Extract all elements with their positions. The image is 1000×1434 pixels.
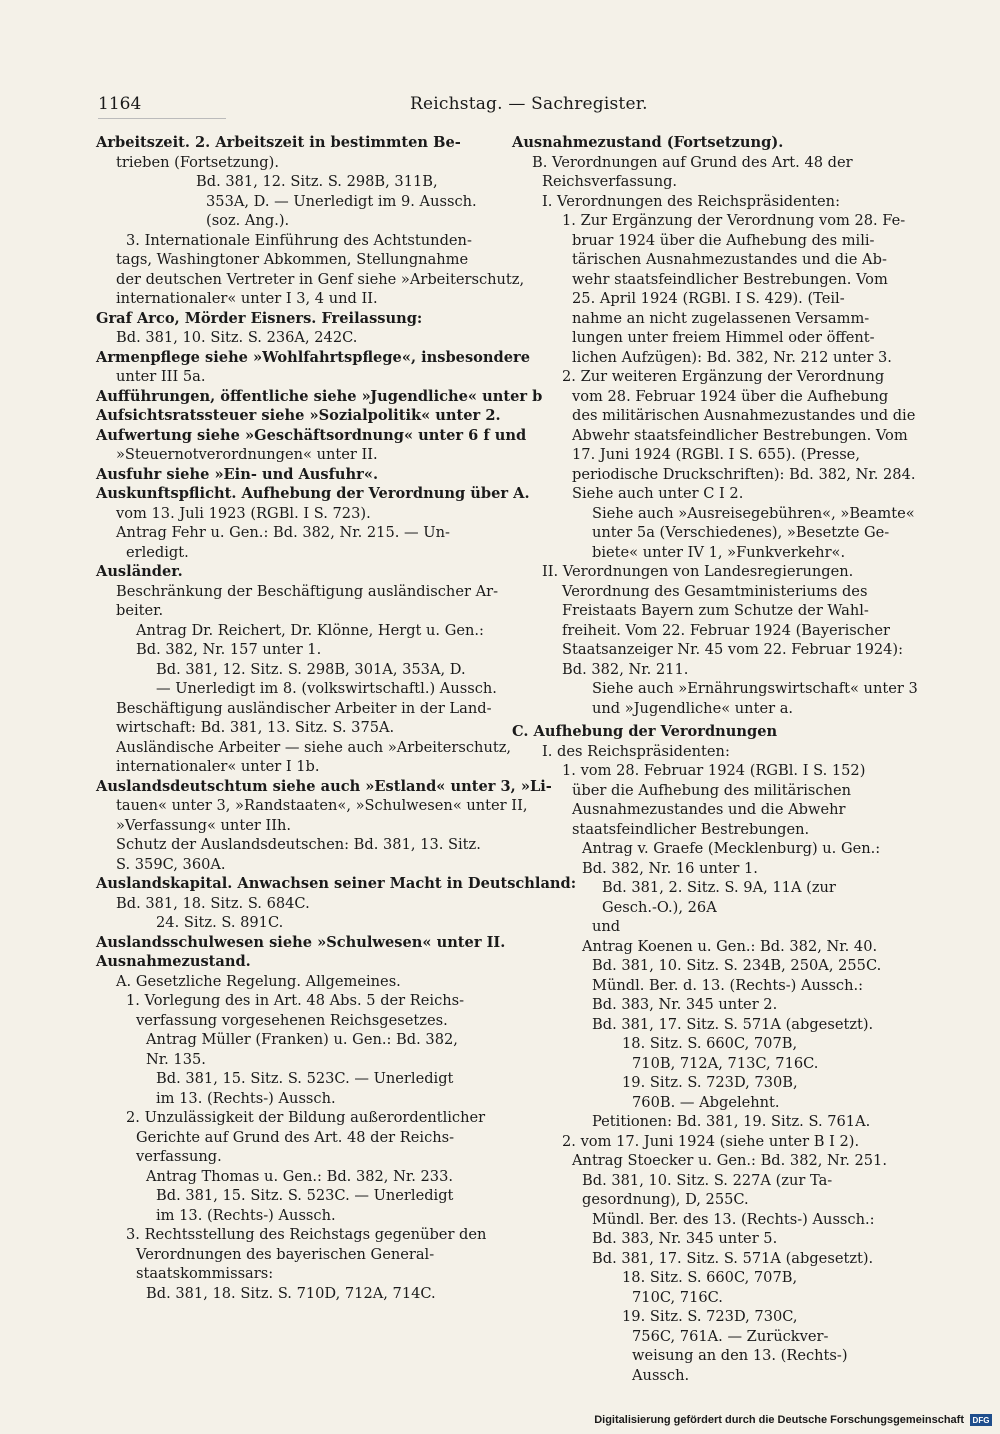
index-line: Auslandsdeutschtum siehe auch »Estland« unter 3, »Li- — [96, 777, 552, 795]
index-line: periodische Druckschriften): Bd. 382, Nr. 284. — [572, 465, 916, 483]
index-line: staatskommissars: — [136, 1265, 274, 1282]
index-line: Antrag Thomas u. Gen.: Bd. 382, Nr. 233. — [146, 1167, 454, 1185]
index-line: S. 359C, 360A. — [116, 855, 226, 873]
index-line: wehr staatsfeindlicher Bestrebungen. Vom — [572, 270, 888, 288]
index-line: vom 28. Februar 1924 über die Aufhebung — [572, 387, 889, 405]
index-line: Bd. 383, Nr. 345 unter 2. — [592, 996, 778, 1013]
index-line: Graf Arco, Mörder Eisners. Freilassung: — [96, 309, 423, 327]
index-line: 25. April 1924 (RGBl. I S. 429). (Teil- — [572, 290, 845, 307]
index-line: Ausfuhr siehe »Ein- und Ausfuhr«. — [96, 465, 379, 483]
index-line: »Steuernotverordnungen« unter II. — [116, 446, 378, 463]
index-line: 760B. — Abgelehnt. — [632, 1093, 780, 1111]
index-line: unter 5a (Verschiedenes), »Besetzte Ge- — [592, 524, 890, 541]
index-line: Bd. 381, 10. Sitz. S. 234B, 250A, 255C. — [592, 957, 882, 974]
index-line: 18. Sitz. S. 660C, 707B, — [622, 1269, 798, 1286]
index-line: Armenpflege siehe »Wohlfahrtspflege«, insbesondere — [96, 348, 530, 366]
index-line: Ausländer. — [96, 563, 183, 580]
page-title: Reichstag. — Sachregister. — [410, 94, 648, 114]
index-line: bruar 1924 über die Aufhebung des mili- — [572, 231, 875, 249]
index-line: Nr. 135. — [146, 1050, 206, 1068]
index-line: Mündl. Ber. des 13. (Rechts-) Aussch.: — [592, 1210, 875, 1228]
header-rule — [98, 118, 226, 119]
index-line: Ausnahmezustand (Fortsetzung). — [512, 134, 784, 151]
index-line: Freistaats Bayern zum Schutze der Wahl- — [562, 602, 869, 619]
index-line: 1. Zur Ergänzung der Verordnung vom 28. Fe- — [562, 212, 906, 229]
index-line: Arbeitszeit. 2. Arbeitszeit in bestimmten Be- — [96, 134, 461, 151]
index-line: 19. Sitz. S. 723D, 730B, — [622, 1074, 798, 1091]
index-line: Bd. 382, Nr. 16 unter 1. — [582, 859, 758, 877]
index-line: Antrag Fehr u. Gen.: Bd. 382, Nr. 215. — Un- — [116, 524, 450, 541]
index-line: 2. Unzulässigkeit der Bildung außerordentlicher — [126, 1109, 486, 1126]
index-line: II. Verordnungen von Landesregierungen. — [542, 563, 854, 580]
index-line: Verordnung des Gesamtministeriums des — [562, 582, 868, 600]
index-line: Staatsanzeiger Nr. 45 vom 22. Februar 1924): — [562, 641, 904, 658]
index-line: Beschäftigung ausländischer Arbeiter in der Land- — [116, 699, 492, 717]
index-line: freiheit. Vom 22. Februar 1924 (Bayerischer — [562, 621, 890, 639]
index-line: Schutz der Auslandsdeutschen: Bd. 381, 13. Sitz. — [116, 836, 481, 853]
index-line: Ausnahmezustandes und die Abwehr — [572, 801, 846, 818]
index-line: tärischen Ausnahmezustandes und die Ab- — [572, 251, 887, 268]
index-line: Antrag Müller (Franken) u. Gen.: Bd. 382, — [146, 1031, 458, 1048]
index-line: Auslandskapital. Anwachsen seiner Macht in Deutschland: — [96, 875, 577, 892]
index-line: Bd. 381, 15. Sitz. S. 523C. — Unerledigt — [156, 1187, 454, 1204]
index-line: beiter. — [116, 602, 164, 619]
index-line: Aufwertung siehe »Geschäftsordnung« unter 6 f und — [96, 426, 527, 444]
footer-text: Digitalisierung gefördert durch die Deutsche Forschungsgemeinschaft — [594, 1414, 964, 1426]
index-line: Aufsichtsratssteuer siehe »Sozialpolitik« unter 2. — [96, 407, 501, 424]
index-line: 17. Juni 1924 (RGBl. I S. 655). (Presse, — [572, 446, 860, 463]
index-line: Antrag Stoecker u. Gen.: Bd. 382, Nr. 251. — [572, 1152, 887, 1169]
index-line: Bd. 382, Nr. 211. — [562, 660, 689, 678]
index-line: (soz. Ang.). — [206, 212, 290, 229]
index-line: Gesch.-O.), 26A — [602, 898, 717, 916]
index-line: tags, Washingtoner Abkommen, Stellungnahme — [116, 251, 469, 268]
index-line: erledigt. — [126, 543, 189, 561]
index-line: 3. Rechtsstellung des Reichstags gegenüber den — [126, 1226, 487, 1243]
index-line: Abwehr staatsfeindlicher Bestrebungen. Vom — [572, 426, 908, 444]
index-line: 710B, 712A, 713C, 716C. — [632, 1054, 819, 1072]
index-line: Siehe auch »Ernährungswirtschaft« unter 3 — [592, 680, 918, 697]
index-line: 1. vom 28. Februar 1924 (RGBl. I S. 152) — [562, 762, 866, 779]
dfg-logo: DFG — [970, 1414, 992, 1426]
index-line: 18. Sitz. S. 660C, 707B, — [622, 1035, 798, 1052]
index-line: Antrag Dr. Reichert, Dr. Klönne, Hergt u. Gen.: — [136, 621, 484, 639]
index-line: B. Verordnungen auf Grund des Art. 48 der — [532, 153, 853, 171]
index-line: Siehe auch unter C I 2. — [572, 485, 744, 502]
index-line: 756C, 761A. — Zurückver- — [632, 1327, 829, 1345]
index-line: Petitionen: Bd. 381, 19. Sitz. S. 761A. — [592, 1113, 871, 1130]
index-line: und — [592, 918, 621, 935]
index-line: verfassung. — [136, 1148, 222, 1165]
index-line: 353A, D. — Unerledigt im 9. Aussch. — [206, 192, 477, 210]
index-line: Antrag Koenen u. Gen.: Bd. 382, Nr. 40. — [582, 937, 878, 955]
index-line: Mündl. Ber. d. 13. (Rechts-) Aussch.: — [592, 976, 864, 994]
index-line: C. Aufhebung der Verordnungen — [512, 723, 778, 740]
index-line: Bd. 381, 18. Sitz. S. 710D, 712A, 714C. — [146, 1284, 436, 1302]
index-line: über die Aufhebung des militärischen — [572, 781, 852, 799]
index-line: Bd. 383, Nr. 345 unter 5. — [592, 1230, 778, 1247]
index-line: der deutschen Vertreter in Genf siehe »Arbeiterschutz, — [116, 270, 525, 288]
index-line: Ausländische Arbeiter — siehe auch »Arbeiterschutz, — [116, 738, 512, 756]
index-line: lungen unter freiem Himmel oder öffent- — [572, 329, 875, 346]
index-line: Beschränkung der Beschäftigung ausländischer Ar- — [116, 582, 499, 600]
index-line: Antrag v. Graefe (Mecklenburg) u. Gen.: — [582, 840, 881, 857]
index-line: Siehe auch »Ausreisegebühren«, »Beamte« — [592, 504, 915, 522]
index-line: 1. Vorlegung des in Art. 48 Abs. 5 der Reichs- — [126, 992, 465, 1009]
index-line: und »Jugendliche« unter a. — [592, 699, 794, 717]
index-line: Bd. 382, Nr. 157 unter 1. — [136, 641, 322, 658]
index-line: unter III 5a. — [116, 368, 206, 385]
index-line: staatsfeindlicher Bestrebungen. — [572, 820, 810, 838]
index-line: 2. vom 17. Juni 1924 (siehe unter B I 2). — [562, 1132, 860, 1150]
index-line: Aufführungen, öffentliche siehe »Jugendliche« unter b — [96, 387, 543, 405]
index-line: weisung an den 13. (Rechts-) — [632, 1347, 848, 1364]
index-line: Bd. 381, 15. Sitz. S. 523C. — Unerledigt — [156, 1070, 454, 1087]
index-line: internationaler« unter I 1b. — [116, 758, 320, 775]
index-line: Bd. 381, 12. Sitz. S. 298B, 301A, 353A, D. — [156, 660, 466, 678]
index-line: im 13. (Rechts-) Aussch. — [156, 1206, 336, 1224]
index-line: verfassung vorgesehenen Reichsgesetzes. — [136, 1011, 448, 1029]
index-line: Bd. 381, 17. Sitz. S. 571A (abgesetzt). — [592, 1015, 874, 1033]
index-line: Reichsverfassung. — [542, 173, 678, 190]
index-line: — Unerledigt im 8. (volkswirtschaftl.) Aussch. — [156, 680, 497, 697]
index-line: Bd. 381, 17. Sitz. S. 571A (abgesetzt). — [592, 1249, 874, 1267]
index-line: Auskunftspflicht. Aufhebung der Verordnung über A. — [96, 485, 530, 502]
index-line: des militärischen Ausnahmezustandes und die — [572, 407, 916, 424]
index-line: I. des Reichspräsidenten: — [542, 742, 730, 760]
index-line: Aussch. — [632, 1366, 690, 1384]
index-line: 24. Sitz. S. 891C. — [156, 914, 284, 931]
index-line: tauen« unter 3, »Randstaaten«, »Schulwesen« unter II, — [116, 797, 528, 814]
index-line: nahme an nicht zugelassenen Versamm- — [572, 309, 870, 327]
index-line: biete« unter IV 1, »Funkverkehr«. — [592, 543, 846, 561]
index-line: vom 13. Juli 1923 (RGBl. I S. 723). — [116, 504, 371, 522]
index-line: Ausnahmezustand. — [96, 953, 251, 970]
index-line: Auslandsschulwesen siehe »Schulwesen« unter II. — [96, 933, 506, 951]
index-line: Bd. 381, 2. Sitz. S. 9A, 11A (zur — [602, 879, 836, 896]
index-line: Bd. 381, 12. Sitz. S. 298B, 311B, — [196, 173, 438, 190]
index-line: Verordnungen des bayerischen General- — [136, 1245, 435, 1263]
right-column — [512, 133, 918, 1385]
index-line: I. Verordnungen des Reichspräsidenten: — [542, 192, 841, 210]
index-line: Gerichte auf Grund des Art. 48 der Reichs- — [136, 1128, 455, 1146]
index-line: trieben (Fortsetzung). — [116, 153, 279, 171]
index-line: Bd. 381, 10. Sitz. S. 236A, 242C. — [116, 329, 358, 346]
index-line: im 13. (Rechts-) Aussch. — [156, 1089, 336, 1107]
index-line: »Verfassung« unter IIh. — [116, 816, 292, 834]
index-line: internationaler« unter I 3, 4 und II. — [116, 290, 378, 307]
index-line: wirtschaft: Bd. 381, 13. Sitz. S. 375A. — [116, 719, 395, 736]
index-line: lichen Aufzügen): Bd. 382, Nr. 212 unter 3. — [572, 348, 892, 366]
index-line: A. Gesetzliche Regelung. Allgemeines. — [116, 972, 401, 990]
index-line: Bd. 381, 10. Sitz. S. 227A (zur Ta- — [582, 1171, 833, 1189]
page-number: 1164 — [98, 94, 142, 114]
index-line: 3. Internationale Einführung des Achtstunden- — [126, 231, 472, 249]
index-line: Bd. 381, 18. Sitz. S. 684C. — [116, 894, 310, 912]
index-line: gesordnung), D, 255C. — [582, 1191, 749, 1208]
footer — [594, 1414, 992, 1426]
index-line: 2. Zur weiteren Ergänzung der Verordnung — [562, 368, 885, 385]
index-line: 19. Sitz. S. 723D, 730C, — [622, 1308, 798, 1325]
left-column — [96, 133, 577, 1303]
index-line: 710C, 716C. — [632, 1288, 723, 1306]
